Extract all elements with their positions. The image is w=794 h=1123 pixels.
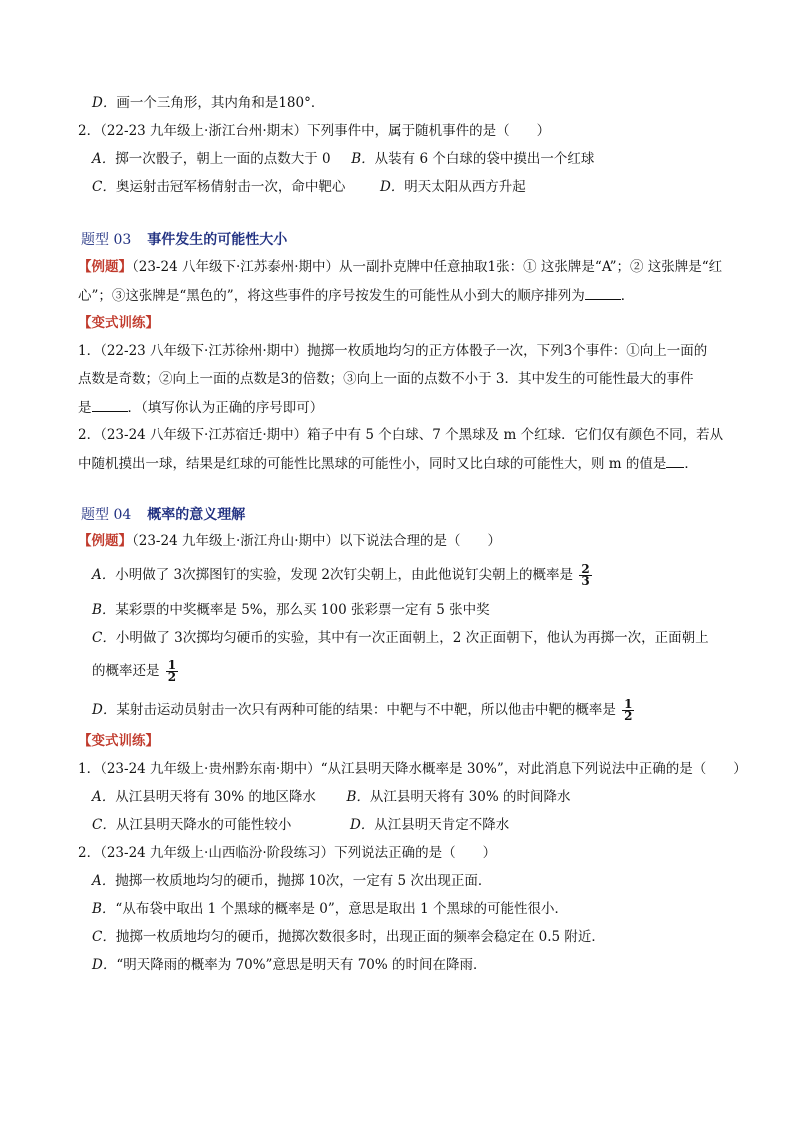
fraction: $\frac{1}{2}$	[167, 658, 177, 684]
example-tag: 【例题】	[78, 259, 132, 275]
section3-practice-1-line-2: 点数是奇数；②向上一面的点数是3的倍数；③向上一面的点数不小于 3．其中发生的可能性最大的事件	[78, 371, 694, 387]
fraction: $\frac{1}{2}$	[624, 697, 633, 723]
option-d-triangle: D．画一个三角形，其内角和是180°．	[92, 95, 325, 111]
section4-option-c-line-1: C．小明做了 3次掷均匀硬币的实验，其中有一次正面朝上，2 次正面朝下，他认为再掷一次，正面朝上	[92, 630, 709, 646]
section4-example-question: 【例题】（23-24 九年级上·浙江舟山·期中）以下说法合理的是（ ）	[78, 533, 502, 549]
section4-practice-tag: 【变式训练】	[78, 733, 159, 749]
fraction: $\frac{2}{3}$	[581, 562, 590, 588]
question-2-random-event: 2．（22-23 九年级上·浙江台州·期末）下列事件中，属于随机事件的是（ ）	[78, 123, 551, 139]
answer-blank	[585, 286, 621, 300]
example-tag: 【例题】	[78, 533, 132, 549]
section4-practice-2-option-a: A．抛掷一枚质地均匀的硬币，抛掷 10次，一定有 5 次出现正面．	[92, 873, 492, 889]
section4-option-c-line-2: 的概率还是 $\frac{1}{2}$	[92, 658, 177, 684]
q2-options-row-2: C．奥运射击冠军杨倩射击一次，命中靶心 D．明天太阳从西方升起	[92, 179, 526, 195]
section3-practice-1-line-1: 1．（22-23 八年级下·江苏徐州·期中）抛掷一枚质地均匀的正方体骰子一次，下列3个事件：①向上一面的	[78, 343, 708, 359]
section4-practice-2-option-b: B．“从布袋中取出 1 个黑球的概率是 0”，意思是取出 1 个黑球的可能性很小．	[92, 901, 568, 917]
section3-practice-2-line-2: 中随机摸出一球，结果是红球的可能性比黑球的可能性小，同时又比白球的可能性大，则 m 的值是 ．	[78, 456, 698, 472]
section-heading-04	[78, 504, 245, 524]
section-number: 题型 04	[81, 507, 132, 523]
section3-example-line-2: 心”；③这张牌是“黑色的”，将这些事件的序号按发生的可能性从小到大的顺序排列为 ．	[78, 288, 635, 304]
section-number: 题型 03	[81, 232, 132, 248]
section4-practice-1: 1．（23-24 九年级上·贵州黔东南·期中）“从江县明天降水概率是 30%”，对此消息下列说法中正确的是（ ）	[78, 761, 747, 777]
section4-option-a: A．小明做了 3次掷图钉的实验，发现 2次钉尖朝上，由此他说钉尖朝上的概率是 $\frac{2}{3}$	[92, 562, 590, 588]
section3-practice-tag: 【变式训练】	[78, 315, 159, 331]
section4-option-b: B．某彩票的中奖概率是 5%，那么买 100 张彩票一定有 5 张中奖	[92, 602, 490, 618]
section4-practice-2-option-d: D．“明天降雨的概率为 70%”意思是明天有 70% 的时间在降雨．	[92, 957, 487, 973]
answer-blank	[666, 454, 684, 468]
answer-blank	[92, 398, 128, 412]
section-title: 事件发生的可能性大小	[147, 232, 288, 248]
section4-practice-2: 2．（23-24 九年级上·山西临汾·阶段练习）下列说法正确的是（ ）	[78, 845, 497, 861]
section-title: 概率的意义理解	[147, 507, 246, 523]
section3-practice-1-line-3: 是 ．（填写你认为正确的序号即可）	[78, 400, 324, 416]
section3-practice-2-line-1: 2．（23-24 八年级下·江苏宿迁·期中）箱子中有 5 个白球、7 个黑球及 m 个红球．它们仅有颜色不同，若从	[78, 427, 724, 443]
section4-practice-1-options-row-1: A．从江县明天将有 30% 的地区降水 B．从江县明天将有 30% 的时间降水	[92, 789, 571, 805]
section4-practice-2-option-c: C．抛掷一枚质地均匀的硬币，抛掷次数很多时，出现正面的频率会稳定在 0.5 附近．	[92, 929, 605, 945]
section-heading-03	[78, 229, 287, 249]
section4-practice-1-options-row-2: C．从江县明天降水的可能性较小 D．从江县明天肯定不降水	[92, 817, 510, 833]
q2-options-row-1: A．掷一次骰子，朝上一面的点数大于 0 B．从装有 6 个白球的袋中摸出一个红球	[92, 151, 595, 167]
section4-option-d: D．某射击运动员射击一次只有两种可能的结果：中靶与不中靶，所以他击中靶的概率是 $\frac{1}{2}$	[92, 697, 633, 723]
section3-example-line-1: 【例题】（23-24 八年级下·江苏泰州·期中）从一副扑克牌中任意抽取1张：① 这张牌是“A”；② 这张牌是“红	[78, 259, 723, 275]
